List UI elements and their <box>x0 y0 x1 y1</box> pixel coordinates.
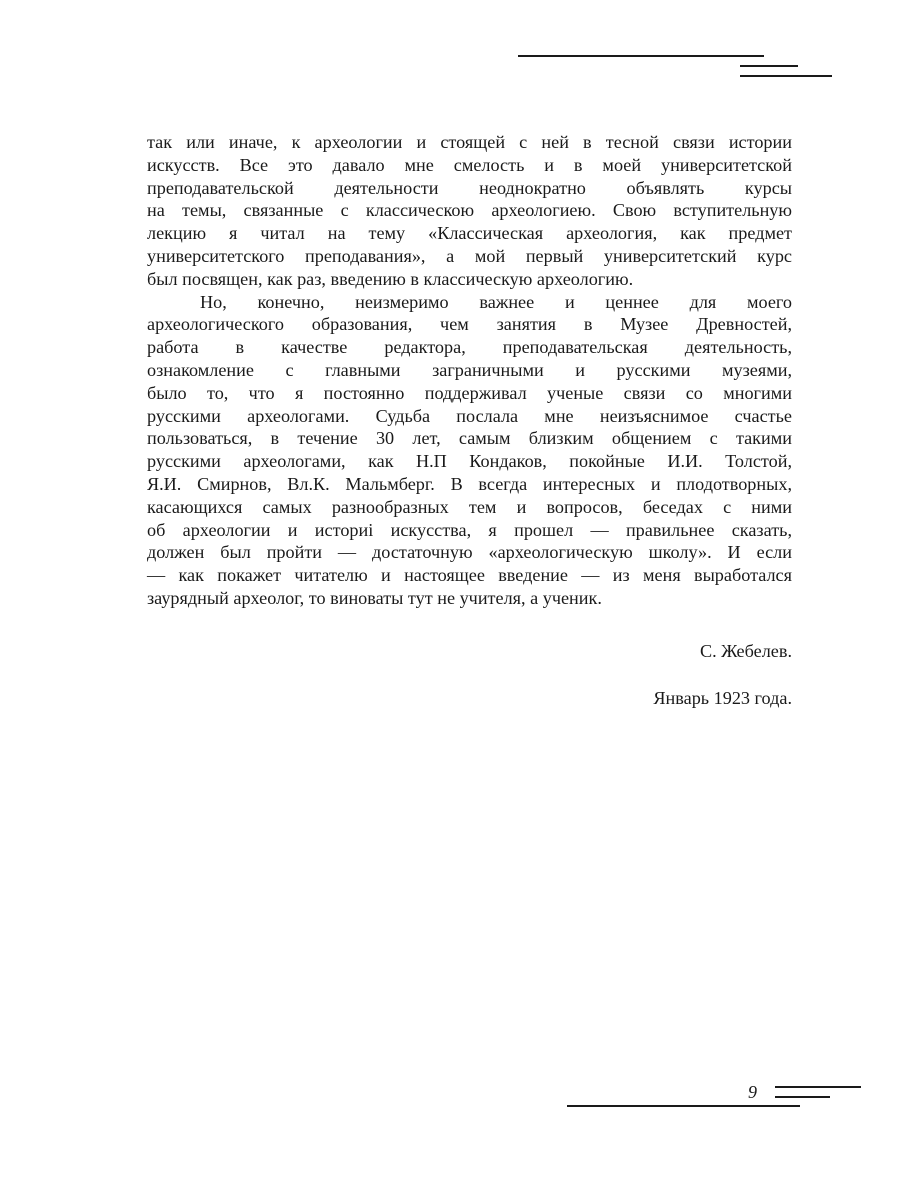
text-line: лекцию я читал на тему «Классическая археология, как предмет <box>147 223 792 244</box>
text-line: преподавательской деятельности неоднократно объявлять курсы <box>147 177 792 198</box>
header-rule-long <box>518 55 764 57</box>
text-line: заурядный археолог, то виноваты тут не учителя, а ученик. <box>147 587 602 608</box>
footer-rule-long <box>567 1105 800 1107</box>
text-line: искусств. Все это давало мне смелость и в моей университетской <box>147 154 792 175</box>
text-line: русскими археологами, как Н.П Кондаков, покойные И.И. Толстой, <box>147 451 792 472</box>
text-line: археологического образования, чем занятия в Музее Древностей, <box>147 314 792 335</box>
text-line: пользоваться, в течение 30 лет, самым близким общением с такими <box>147 428 792 449</box>
header-rule-short <box>740 65 798 67</box>
text-line: должен был пройти — достаточную «археологическую школу». И если <box>147 542 792 563</box>
text-line: ознакомление с главными заграничными и русскими музеями, <box>147 359 792 380</box>
text-line: на темы, связанные с классическою археологиею. Свою вступительную <box>147 200 792 221</box>
footer-rule-right-top <box>775 1086 861 1088</box>
date-line: Январь 1923 года. <box>653 688 792 708</box>
text-line: университетского преподавания», а мой первый университетский курс <box>147 245 792 266</box>
text-line: Я.И. Смирнов, Вл.К. Мальмберг. В всегда интересных и плодотворных, <box>147 473 792 494</box>
text-line: работа в качестве редактора, преподавательская деятельность, <box>147 337 792 358</box>
body-text <box>147 131 792 610</box>
text-line: касающихся самых разнообразных тем и вопросов, беседах с ними <box>147 496 792 517</box>
text-line: был посвящен, как раз, введению в классическую археологию. <box>147 268 634 289</box>
text-line: было то, что я постоянно поддерживал ученые связи со многими <box>147 382 792 403</box>
text-line: Но, конечно, неизмеримо важнее и ценнее для моего <box>200 291 792 312</box>
author-signature: С. Жебелев. <box>699 641 792 661</box>
header-rule-right <box>740 75 832 77</box>
text-line: — как покажет читателю и настоящее введение — из меня выработался <box>147 565 792 586</box>
page-number: 9 <box>748 1082 757 1102</box>
text-line: об археологии и историі искусства, я прошел — правильнее сказать, <box>147 519 792 540</box>
footer-rule-right-mid <box>775 1096 830 1098</box>
text-line: русскими археологами. Судьба послала мне неизъяснимое счастье <box>147 405 792 426</box>
paragraph-1 <box>147 131 792 291</box>
paragraph-2 <box>147 291 792 610</box>
text-line: так или иначе, к археологии и стоящей с ней в тесной связи истории <box>147 132 792 152</box>
